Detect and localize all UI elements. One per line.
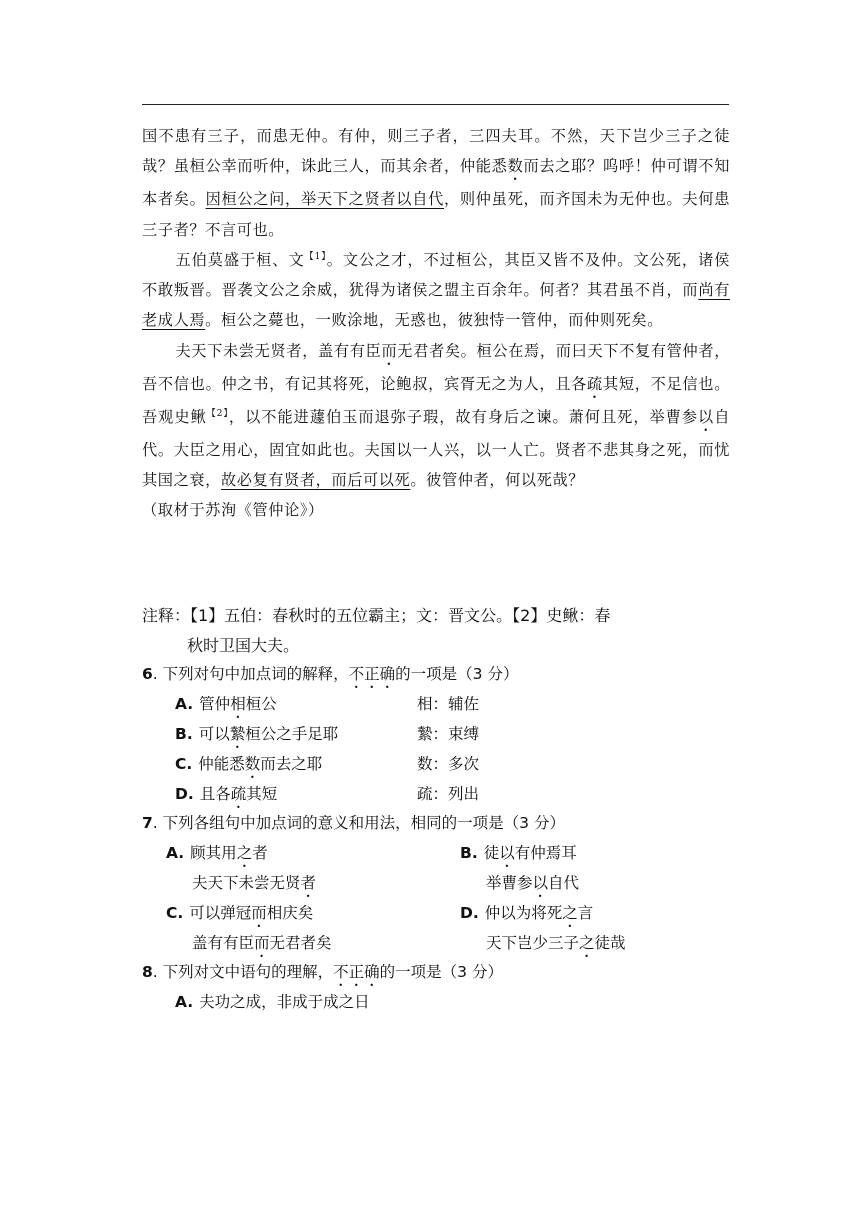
option-letter: C.: [166, 904, 184, 922]
underlined-sentence: 故必复有贤者，而后可以死: [220, 471, 411, 490]
question-number: 7: [142, 814, 153, 832]
text: 而去之耶？呜呼！仲可谓不知本者矣。: [142, 157, 730, 209]
dotted-word: 而: [381, 341, 398, 360]
text: 。桓公之薨也，一败涂地，无惑也，彼独恃一管仲，而仲则死矣。: [205, 311, 663, 330]
text: 徒哉: [594, 934, 626, 952]
text: 五伯莫盛于桓、文: [175, 250, 305, 269]
dotted-word: 而: [251, 904, 267, 922]
option-letter: D.: [460, 904, 479, 922]
dotted-word: 不正确: [333, 963, 380, 981]
text: 其短，不足信也。吾观史鳅: [142, 374, 730, 426]
text: 仲以为将死: [484, 904, 563, 922]
dotted-word: 而: [254, 934, 270, 952]
option-letter: C.: [175, 755, 193, 773]
question-stem: [142, 808, 742, 838]
text: 盖有有臣: [192, 934, 255, 952]
text: 无君者矣。桓公在焉，而曰天下不复有管仲者，吾不信也。仲之书，有记其将死，论鲍叔，宾胥无之为人，且各: [142, 341, 730, 393]
question-stem: [142, 957, 742, 987]
text: 者: [252, 844, 268, 862]
text: 自代。大臣之用心，固宜如此也。夫国以一人兴，以一人亡。贤者不悲其身之死，而忧其国之衰，: [142, 407, 731, 490]
q7-option-b-line2: [486, 868, 579, 901]
text: 夫天下未尝无贤: [192, 874, 301, 892]
text: . 下列对文中语句的理解，: [152, 963, 334, 981]
text: 夫天下未尝无贤者，盖有有臣: [175, 341, 382, 360]
dotted-word: 以: [532, 874, 549, 892]
q6-option-a[interactable]: [175, 689, 277, 722]
text: 顾其用: [190, 844, 237, 862]
text: 言: [577, 904, 594, 922]
text: 可以弹冠: [189, 904, 252, 922]
dotted-word: 之: [562, 904, 578, 922]
question-7: [142, 808, 742, 838]
question-number: 6: [142, 665, 153, 683]
text: 桓公之手足耶: [245, 725, 339, 743]
text: 的一项是（3 分）: [395, 665, 519, 683]
option-letter: A.: [175, 993, 194, 1011]
underlined-sentence: 尚有老成人焉: [142, 281, 731, 330]
dotted-word: 数: [244, 755, 261, 773]
text: ，则仲虽死，而齐国未为无仲也。夫何患三子者？不言可也。: [142, 190, 730, 239]
paragraph-1: [142, 121, 730, 245]
paragraph-3: [142, 336, 730, 496]
text: . 下列各组句中加点词的意义和用法，相同的一项是（3 分）: [152, 814, 565, 832]
question-number: 8: [142, 963, 153, 981]
text: 。文公之才，不过桓公，其臣又皆不及仲。文公死，诸侯不敢叛晋。晋袭文公之余威，犹得为诸侯之盟主百余年。何者？其君虽不肖，而: [142, 250, 730, 300]
dotted-word: 数: [507, 157, 524, 176]
footnote-marker: 【2】: [206, 408, 229, 419]
text: 徒: [483, 844, 500, 862]
dotted-word: 之: [579, 934, 595, 952]
q6-gloss-b: 縶：束缚: [417, 725, 480, 743]
source-citation: （取材于苏洵《管仲论》）: [142, 501, 324, 520]
text: 有仲焉耳: [514, 844, 577, 862]
text: 举曹参: [486, 874, 533, 892]
text: 的一项是（3 分）: [379, 963, 503, 981]
dotted-word: 者: [300, 874, 317, 892]
text: 自代: [548, 874, 580, 892]
text: 且各: [199, 785, 231, 803]
q7-option-c[interactable]: [166, 898, 313, 931]
dotted-word: 疏: [230, 785, 247, 803]
q6-gloss-d: 疏：列出: [417, 785, 480, 803]
question-8: [142, 957, 742, 987]
footnote-marker: 【1】: [304, 251, 327, 262]
question-6: [142, 659, 742, 689]
paragraph-2: [142, 245, 730, 336]
text: 国不患有三子，而患无仲。有仲，则三子者，三四夫耳。不然，天下岂少三子之徒哉？虽桓公幸而听仲，诛此三人，而其余者，仲能悉: [142, 127, 730, 176]
dotted-word: 縶: [229, 725, 246, 743]
option-letter: B.: [175, 725, 193, 743]
footnotes: [142, 601, 730, 661]
dotted-word: 以: [499, 844, 515, 862]
dotted-word: 疏: [587, 374, 603, 393]
text: 天下岂少三子: [486, 934, 580, 952]
footnote-line: 注释：【1】五伯：春秋时的五位霸主；文：晋文公。【2】史鳅：春: [142, 606, 611, 625]
dotted-word: 以: [698, 407, 715, 426]
text: 夫功之成，非成于成之日: [199, 993, 370, 1011]
text: ，以不能进蘧伯玉而退弥子瑕，故有身后之谏。萧何且死，举曹参: [228, 407, 699, 426]
text: 其短: [246, 785, 278, 803]
dotted-word: 之: [236, 844, 253, 862]
option-letter: D.: [175, 785, 194, 803]
q6-option-b[interactable]: [175, 719, 338, 752]
top-rule: [142, 104, 729, 105]
text: 可以: [198, 725, 230, 743]
q7-option-a[interactable]: [166, 838, 268, 871]
question-stem: [142, 659, 742, 689]
text: 桓公: [245, 695, 277, 713]
option-letter: A.: [166, 844, 185, 862]
q7-option-a-line2: [192, 868, 316, 901]
text: 。彼管仲者，何以死哉？: [410, 471, 585, 490]
q8-option-a[interactable]: [175, 987, 370, 1017]
text: 相庆矣: [266, 904, 314, 922]
q7-option-b[interactable]: [460, 838, 577, 871]
q6-gloss-a: 相：辅佐: [417, 695, 480, 713]
dotted-word: 不正确: [348, 665, 396, 683]
text: 管仲: [199, 695, 231, 713]
option-letter: A.: [175, 695, 194, 713]
text: 仲能悉: [198, 755, 245, 773]
underlined-sentence: 因桓公之问，举天下之贤者以自代: [205, 190, 444, 209]
option-letter: B.: [460, 844, 478, 862]
q6-gloss-c: 数：多次: [417, 755, 480, 773]
classical-passage: [142, 121, 730, 526]
text: 而去之耶: [260, 755, 323, 773]
q7-option-d[interactable]: [460, 898, 593, 931]
text: 无君者矣: [269, 934, 332, 952]
q6-option-c[interactable]: [175, 749, 322, 782]
footnote-line: 秋时卫国大夫。: [187, 636, 300, 655]
dotted-word: 相: [230, 695, 246, 713]
text: . 下列对句中加点词的解释，: [152, 665, 349, 683]
